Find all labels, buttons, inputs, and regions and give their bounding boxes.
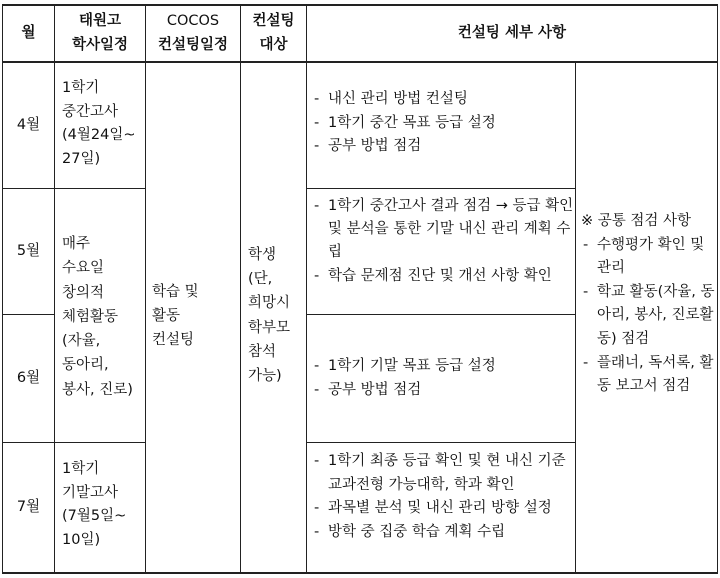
list-item: - 1학기 중간고사 결과 점검 → 등급 확인 및 분석을 통한 기말 내신 관리 계획 수립 bbox=[312, 195, 574, 265]
month-may-label: 5월 bbox=[16, 242, 41, 259]
school-weekly-line: 봉사, 진로) bbox=[62, 381, 133, 398]
table-border-bottom bbox=[2, 572, 718, 574]
school-weekly-line: 수요일 bbox=[62, 260, 105, 277]
list-item: - 플래너, 독서록, 활동 보고서 점검 bbox=[581, 352, 715, 399]
school-weekly-line: 동아리, bbox=[62, 357, 109, 374]
details-april-list bbox=[312, 88, 570, 159]
month-june-label: 6월 bbox=[16, 369, 41, 386]
header-month-label: 월 bbox=[21, 24, 36, 41]
column-divider-1 bbox=[54, 4, 55, 574]
row-divider-1-b bbox=[306, 188, 576, 189]
school-july-line: 10일) bbox=[62, 531, 101, 548]
column-divider-3 bbox=[240, 4, 241, 574]
month-july-label: 7월 bbox=[16, 498, 41, 515]
school-april-line: 1학기 bbox=[62, 80, 100, 96]
month-april-label: 4월 bbox=[16, 116, 41, 133]
header-details-label: 컨설팅 세부 사항 bbox=[457, 24, 567, 41]
list-item: - 과목별 분석 및 내신 관리 방향 설정 bbox=[312, 497, 574, 521]
month-may bbox=[3, 189, 54, 314]
list-item: - 방학 중 집중 학습 계획 수립 bbox=[312, 521, 574, 545]
details-july bbox=[312, 450, 574, 544]
school-july-line: 1학기 bbox=[62, 461, 100, 477]
details-july-list bbox=[312, 450, 574, 544]
column-divider-2 bbox=[145, 4, 146, 574]
details-april bbox=[312, 88, 570, 159]
month-june bbox=[3, 315, 54, 442]
header-cocos-schedule bbox=[146, 6, 240, 61]
details-may-list bbox=[312, 195, 574, 288]
header-divider bbox=[2, 61, 718, 63]
list-item: - 1학기 기말 목표 등급 설정 bbox=[312, 355, 570, 379]
school-schedule-weekly bbox=[62, 232, 144, 402]
header-school-line1: 태원고 bbox=[78, 13, 122, 29]
list-item: - 공부 방법 점검 bbox=[312, 135, 570, 159]
cocos-line: 활동 bbox=[152, 308, 181, 324]
header-target-line2: 대상 bbox=[259, 36, 288, 53]
header-cocos-line2: 컨설팅일정 bbox=[157, 36, 229, 53]
common-check-list bbox=[581, 234, 715, 399]
school-schedule-july bbox=[62, 458, 144, 552]
school-april-line: 중간고사 bbox=[62, 103, 119, 120]
details-june bbox=[312, 355, 570, 402]
header-month bbox=[3, 6, 54, 61]
details-june-list bbox=[312, 355, 570, 402]
school-july-line: 기말고사 bbox=[62, 484, 119, 501]
school-july-line: (7월5일~ bbox=[62, 508, 127, 524]
cocos-line: 학습 및 bbox=[152, 284, 199, 300]
list-item: - 수행평가 확인 및 관리 bbox=[581, 234, 715, 281]
list-item: - 1학기 최종 등급 확인 및 현 내신 기준 교과전형 가능대학, 학과 확인 bbox=[312, 450, 574, 497]
target-line: 학생 bbox=[248, 247, 277, 263]
common-check bbox=[581, 210, 715, 399]
header-cocos-line1: COCOS bbox=[166, 13, 220, 29]
cocos-line: 컨설팅 bbox=[152, 332, 195, 348]
target-line: 학부모 bbox=[248, 319, 291, 336]
header-target-line1: 컨설팅 bbox=[252, 13, 295, 29]
target-line: 희망시 bbox=[248, 295, 291, 312]
school-schedule-april bbox=[62, 77, 144, 171]
header-school-line2: 학사일정 bbox=[71, 36, 129, 53]
list-item: - 학교 활동(자율, 동아리, 봉사, 진로활동) 점검 bbox=[581, 281, 715, 352]
cocos-schedule bbox=[152, 280, 238, 352]
month-july bbox=[3, 443, 54, 572]
school-april-line: 27일) bbox=[62, 150, 101, 167]
row-divider-3-b bbox=[306, 442, 576, 443]
school-weekly-line: 체험활동 bbox=[62, 308, 119, 325]
header-details bbox=[307, 6, 717, 61]
header-school-schedule bbox=[55, 6, 145, 61]
details-may bbox=[312, 195, 574, 288]
school-weekly-line: (자율, bbox=[62, 333, 101, 350]
column-divider-4 bbox=[306, 4, 307, 574]
table-border-right bbox=[717, 4, 718, 574]
target-line: 가능) bbox=[248, 368, 282, 385]
month-april bbox=[3, 63, 54, 188]
list-item: - 1학기 중간 목표 등급 설정 bbox=[312, 112, 570, 136]
target-line: 참석 bbox=[248, 343, 277, 360]
target-line: (단, bbox=[248, 271, 273, 288]
header-target bbox=[241, 6, 306, 61]
school-april-line: (4월24일~ bbox=[62, 127, 136, 143]
list-item: - 공부 방법 점검 bbox=[312, 379, 570, 403]
school-weekly-line: 매주 bbox=[62, 236, 91, 252]
common-check-title: ※ 공통 점검 사항 bbox=[581, 213, 692, 229]
consulting-target bbox=[248, 243, 306, 388]
list-item: - 학습 문제점 진단 및 개선 사항 확인 bbox=[312, 265, 574, 288]
column-divider-5 bbox=[575, 61, 576, 574]
row-divider-2-b bbox=[306, 314, 576, 315]
list-item: - 내신 관리 방법 컨설팅 bbox=[312, 88, 570, 112]
school-weekly-line: 창의적 bbox=[62, 284, 105, 301]
